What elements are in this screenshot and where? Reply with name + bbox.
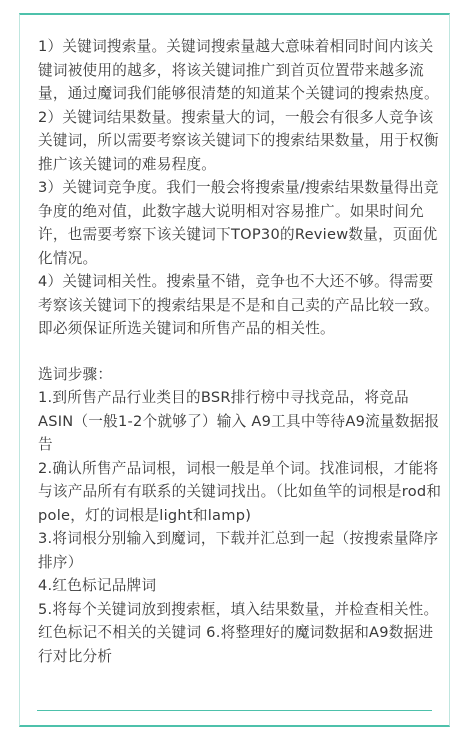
factor-result-count: 2）关键词结果数量。搜索量大的词，一般会有很多人竞争该关键词，所以需要考察该关键词下的搜索结果数量，用于权衡推广该关键词的难易程度。 (38, 108, 439, 173)
factor-competition: 3）关键词竞争度。我们一般会将搜索量/搜索结果数量得出竞争度的绝对值，此数字越大说明相对容易推广。如果时间允许，也需要考察下该关键词下TOP30的Review数量，页面优化情况。 (38, 179, 439, 267)
step-item-2: 2.确认所售产品词根，词根一般是单个词。找准词根，才能将与该产品所有有联系的关键词找出。（比如鱼竿的词根是rod和pole，灯的词根是light和lamp) (38, 459, 442, 524)
article-body (38, 35, 442, 668)
step-item-4: 4.红色标记品牌词 (38, 577, 157, 594)
step-item-5-6: 5.将每个关键词放到搜索框，填入结果数量，并检查相关性。红色标记不相关的关键词 6.将整理好的魔词数据和A9数据进行对比分析 (38, 600, 439, 665)
steps-title: 选词步骤： (38, 365, 113, 383)
factor-relevance: 4）关键词相关性。搜索量不错，竞争也不大还不够。得需要考察该关键词下的搜索结果是不是和自己卖的产品比较一致。即必须保证所选关键词和所售产品的相关性。 (38, 273, 439, 337)
factor-search-volume: 1）关键词搜索量。关键词搜索量越大意味着相同时间内该关键词被使用的越多，将该关键词推广到首页位置带来越多流量，通过魔词我们能够很清楚的知道某个关键词的搜索热度。 (38, 38, 439, 102)
step-item-3: 3.将词根分别输入到魔词，下载并汇总到一起（按搜索量降序排序） (38, 530, 439, 571)
section-spacer (38, 341, 442, 363)
step-item-1: 1.到所售产品行业类目的BSR排行榜中寻找竞品，将竞品ASIN（一般1-2个就够了）输入 A9工具中等待A9流量数据报告 (38, 389, 440, 453)
content-card (19, 13, 450, 727)
bottom-divider (37, 710, 432, 711)
